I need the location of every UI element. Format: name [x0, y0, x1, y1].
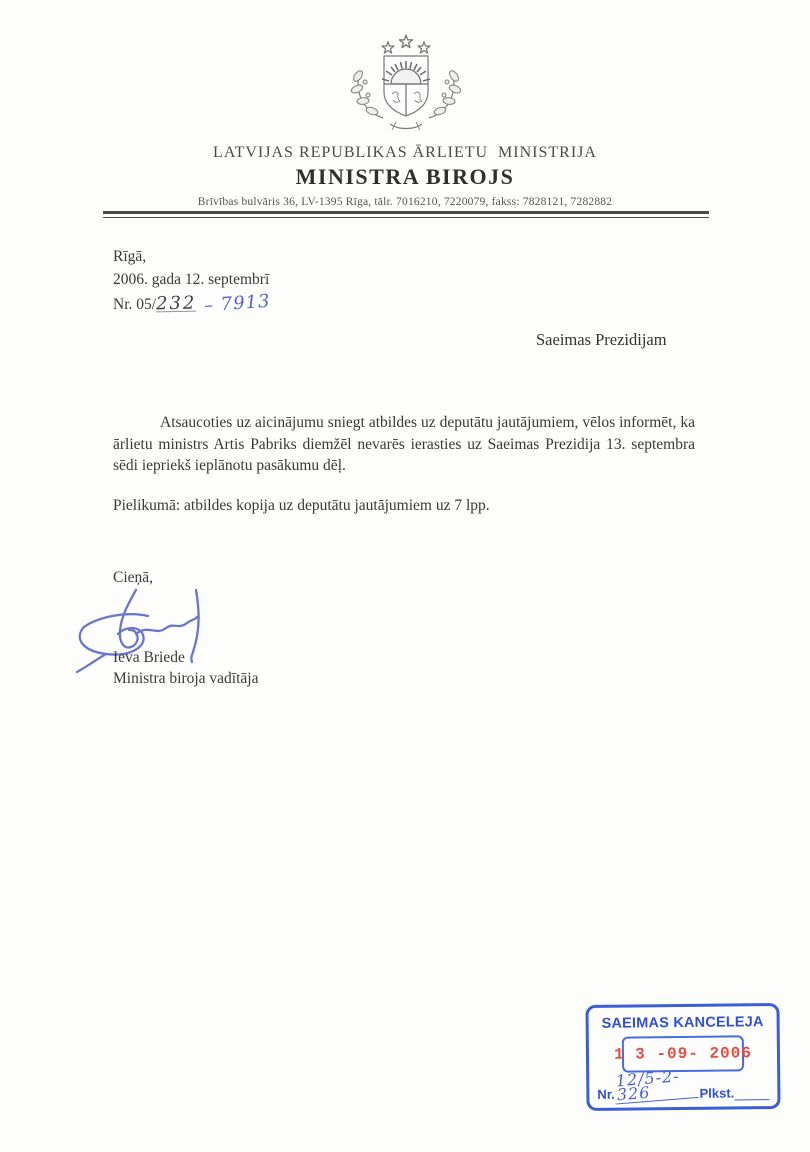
reference-handwritten-number: 232: [155, 292, 197, 315]
reference-number-line: [113, 290, 272, 317]
place-line: Rīgā,: [113, 248, 147, 265]
stamp-organization: SAEIMAS KANCELEJA: [601, 1014, 764, 1032]
address-line: Brīvības bulvāris 36, LV-1395 Rīga, tālr. 7016210, 7220079, fakss: 7828121, 7282882: [197, 196, 613, 208]
stamp-date: 1 3 -09- 2006: [613, 1044, 752, 1064]
signer-name: Ieva Briede: [113, 649, 185, 666]
signer-title: Ministra biroja vadītāja: [113, 670, 259, 687]
reference-prefix: Nr. 05/: [113, 296, 157, 313]
saeima-registry-stamp: [585, 1003, 780, 1111]
stamp-time-blank-line: [734, 1087, 769, 1100]
stamp-nr-handwritten-value: 12/5-2-326: [614, 1068, 699, 1105]
recipient-line: Saeimas Prezidijam: [536, 330, 667, 349]
closing-salutation: Cieņā,: [113, 569, 154, 586]
ministry-name: LATVIJAS REPUBLIKAS ĀRLIETU MINISTRIJA: [213, 144, 597, 161]
stamp-date-box: [613, 1035, 752, 1072]
stamp-registration-row: [597, 1066, 769, 1105]
reference-blue-ink-number: – 7913: [203, 290, 272, 317]
stamp-nr-label: Nr.: [597, 1086, 615, 1102]
office-name: MINISTRA BIROJS: [295, 164, 515, 189]
body-paragraph: Atsaucoties uz aicinājumu sniegt atbildes uz deputātu jautājumiem, vēlos informēt, ka ārlietu ministrs Artis Pabriks diemžēl nevarēs ierasties uz Saeimas Prezidija 13. septembra sēdi iepriekš ieplānotu pasākumu dēļ.: [113, 414, 695, 474]
attachment-note: Pielikumā: atbildes kopija uz deputātu jautājumiem uz 7 lpp.: [113, 497, 490, 514]
letterhead-divider: [103, 211, 709, 218]
date-line: 2006. gada 12. septembrī: [113, 271, 270, 288]
latvia-coat-of-arms-icon: [341, 34, 471, 140]
stamp-time-label: Plkst.: [699, 1085, 735, 1101]
